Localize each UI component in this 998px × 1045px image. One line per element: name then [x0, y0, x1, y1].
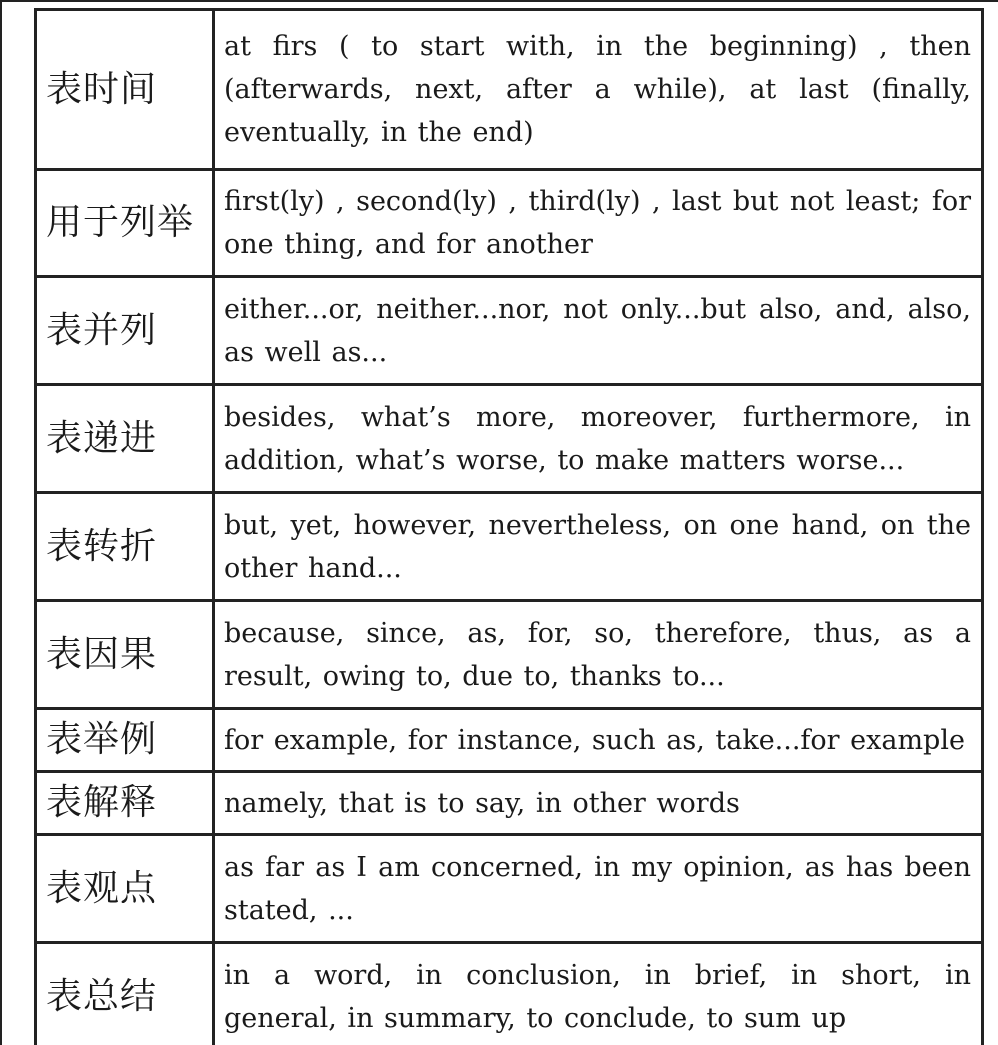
phrases-text: as far as I am concerned, in my opinion, as has been stated, ...: [224, 851, 971, 926]
phrases-text: at firs ( to start with, in the beginning) , then (afterwards, next, after a while), at last (finally, eventually, in the end): [224, 31, 971, 148]
table-row: [36, 709, 983, 772]
category-cell: 表递进: [36, 385, 214, 493]
phrases-cell: [214, 493, 983, 601]
table-row: [36, 601, 983, 709]
phrases-cell: [214, 10, 983, 170]
phrases-cell: [214, 601, 983, 709]
connectives-table: [34, 8, 984, 1045]
phrases-cell: [214, 835, 983, 943]
table-row: [36, 943, 983, 1045]
category-cell: 表时间: [36, 10, 214, 170]
phrases-text: because, since, as, for, so, therefore, thus, as a result, owing to, due to, thanks to...: [224, 617, 971, 692]
table-row: [36, 385, 983, 493]
phrases-cell: [214, 170, 983, 277]
page-left-border: [0, 0, 2, 1045]
table-row: [36, 493, 983, 601]
table-row: [36, 835, 983, 943]
page-top-border: [0, 0, 998, 2]
phrases-cell: [214, 709, 983, 772]
category-cell: 表举例: [36, 709, 214, 772]
phrases-cell: [214, 943, 983, 1045]
table-row: [36, 277, 983, 385]
phrases-text: for example, for instance, such as, take...for example: [224, 724, 965, 756]
phrases-text: in a word, in conclusion, in brief, in short, in general, in summary, to conclude, to sum up: [224, 959, 971, 1034]
table-row: [36, 10, 983, 170]
category-cell: 表因果: [36, 601, 214, 709]
phrases-cell: [214, 277, 983, 385]
phrases-cell: [214, 385, 983, 493]
phrases-cell: [214, 772, 983, 835]
category-cell: 用于列举: [36, 170, 214, 277]
phrases-text: besides, what’s more, moreover, furthermore, in addition, what’s worse, to make matters worse...: [224, 401, 971, 476]
category-cell: 表转折: [36, 493, 214, 601]
table-row: [36, 772, 983, 835]
category-cell: 表观点: [36, 835, 214, 943]
phrases-text: but, yet, however, nevertheless, on one hand, on the other hand...: [224, 509, 971, 584]
phrases-text: first(ly) , second(ly) , third(ly) , last but not least; for one thing, and for another: [224, 186, 971, 260]
table-row: [36, 170, 983, 277]
category-cell: 表总结: [36, 943, 214, 1045]
phrases-text: namely, that is to say, in other words: [224, 787, 740, 819]
phrases-text: either...or, neither...nor, not only...but also, and, also, as well as...: [224, 293, 971, 368]
connectives-table-container: [34, 8, 984, 1045]
category-cell: 表并列: [36, 277, 214, 385]
category-cell: 表解释: [36, 772, 214, 835]
